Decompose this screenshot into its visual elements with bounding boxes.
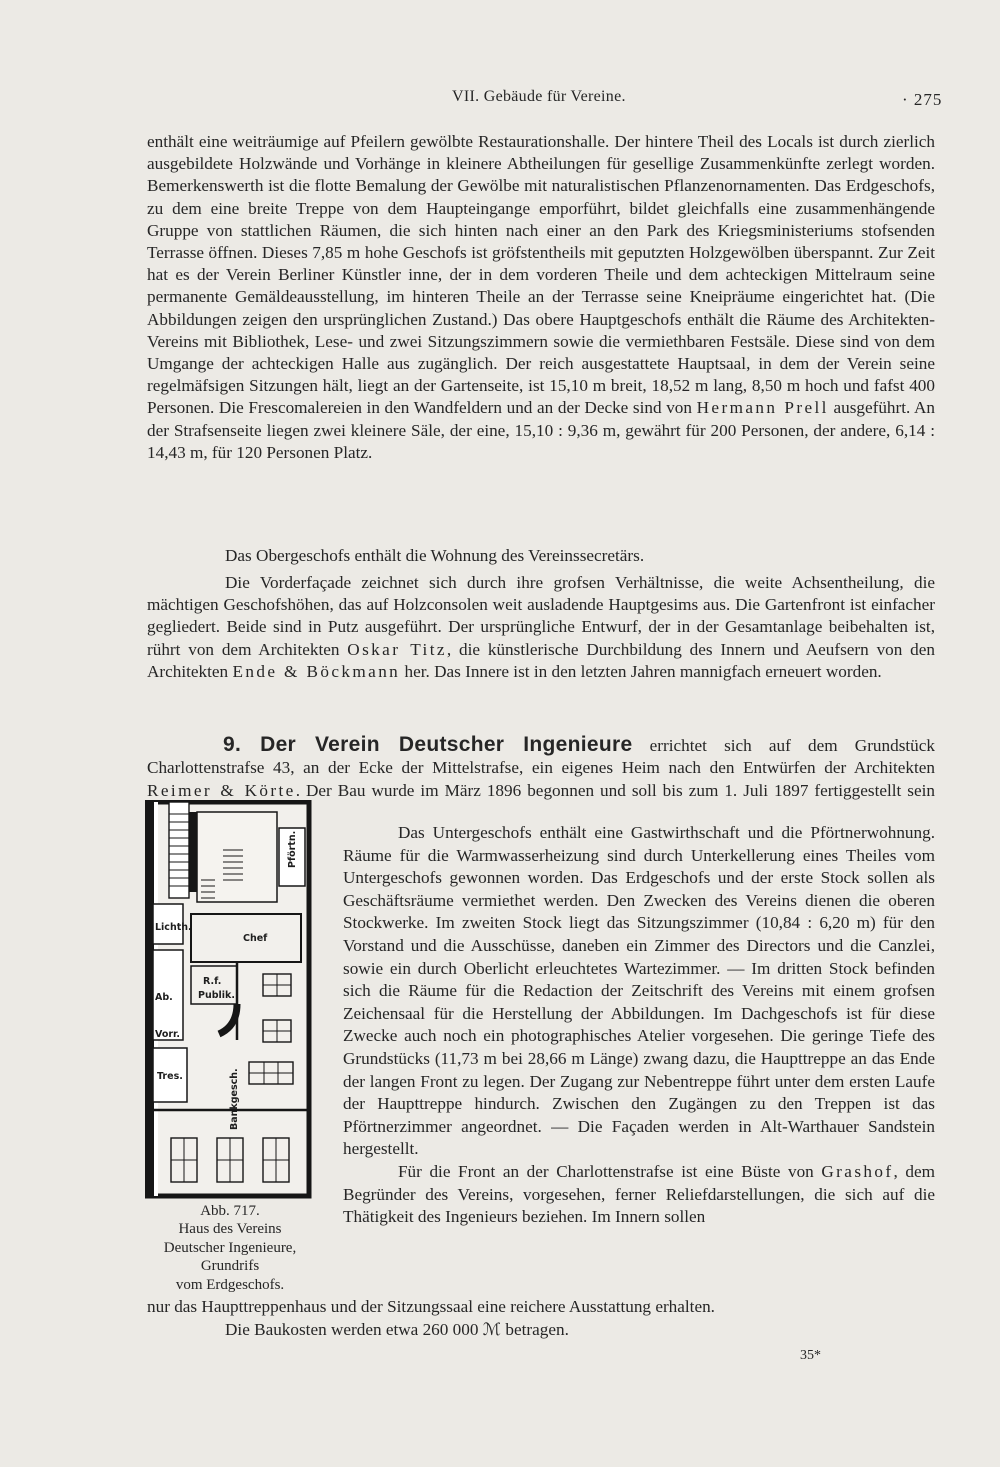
closing-line: nur das Haupttreppenhaus und der Sitzungssaal eine reichere Ausstattung erhalten. — [147, 1297, 715, 1316]
name-grashof: Grashof — [821, 1161, 894, 1181]
name-prell: Hermann Prell — [696, 398, 829, 418]
caption-line: Deutscher Ingenieure, — [163, 1239, 297, 1256]
section-closing — [147, 1296, 935, 1341]
paragraph-text: enthält eine weiträumige auf Pfeilern gewölbte Restaurationshalle. Der hintere Theil des Locals ist durch zierlich ausgebildete Holzwände und Vorhänge in kleinere Abtheilungen für gesellige Zusammenkünfte zerlegt worden. Bemerkenswerth ist die flotte Bemalung der Gewölbe mit naturalistischen Pflanzenornamenten. Das Erdgeschofs, zu dem eine breite Treppe von dem Haupteingange emporführt, bildet gleichfalls eine zusammenhängende Gruppe von stattlichen Räumen, die sich hinten nach einer an den Park des Kriegsministeriums stofsenden Terrasse öffnen. Dieses 7,85 m hohe Geschofs ist gröfstentheils mit geputzten Holzgewölben überspannt. Zur Zeit hat es der Verein Berliner Künstler inne, der in dem vorderen Theile und dem achteckigen Mittelraum seine permanente Gemäldeausstellung, im hinteren Theile an der Terrasse seine Kneipräume eingerichtet hat. (Die Abbildungen zeigen den ursprünglichen Zustand.) Das obere Hauptgeschofs enthält die Räume des Architekten-Vereins mit Bibliothek, Lese- und zwei Sitzungszimmern sowie die vermiethbaren Festsäle. Diese sind von dem Umgange der achteckigen Halle aus zugänglich. Der reich ausgestattete Hauptsaal, in dem der Verein seine regelmäfsigen Sitzungen hält, liegt an der Gartenseite, ist 15,10 m breit, 18,52 m lang, 8,50 m hoch und fafst 400 Personen. Die Frescomalereien in den Wandfeldern und an der Decke sind von — [147, 132, 935, 418]
label-publik: Publik. — [198, 990, 235, 1001]
label-tres: Tres. — [157, 1071, 183, 1082]
name-ende-boeckmann: Ende & Böckmann — [232, 661, 401, 681]
figure-number: Abb. 717. — [200, 1203, 260, 1219]
figure-caption — [140, 1202, 320, 1294]
name-reimer-koerte: Reimer & Körte — [147, 780, 296, 800]
caption-line: vom Erdgeschofs. — [175, 1276, 285, 1293]
label-lichth: Lichth. — [155, 922, 192, 933]
section-body-column — [343, 822, 935, 1229]
label-pfoertn: Pförtn. — [287, 830, 298, 868]
section-intro: errichtet sich auf dem Grundstück Charlottenstrafse 43, an der Ecke der Mittelstrafse, ein eigenes Heim nach den Entwürfen der Architekten — [147, 736, 935, 778]
label-ab: Ab. — [155, 992, 173, 1003]
floor-plan-figure — [145, 800, 313, 1200]
paragraph-text: , dem Begründer des Vereins, vorgesehen, ferner Reliefdarstellungen, die sich auf die Thätigkeit des Ingenieurs beziehen. Im Innern sollen — [343, 1161, 936, 1227]
caption-line: Haus des Vereins — [178, 1221, 282, 1238]
closing-line: Die Baukosten werden etwa 260 000 ℳ betragen. — [225, 1319, 569, 1339]
paragraph-text: her. Das Innere ist in den letzten Jahren mannigfach erneuert worden. — [404, 661, 882, 681]
paragraph-text: , die künstlerische Durchbildung des Innern und Aeufsern von den Architekten — [147, 639, 935, 681]
page-number: · 275 — [902, 90, 943, 109]
paragraph-obergeschoss — [147, 545, 935, 567]
label-bankgesch: Bankgesch. — [229, 1068, 240, 1130]
paragraph-text: Das Untergeschofs enthält eine Gastwirthschaft und die Pförtnerwohnung. Räume für die Warmwasserheizung sind durch Unterkellerung eines Theiles vom Untergeschofs gewonnen worden. Das Erdgeschofs und der erste Stock sollen als Geschäftsräume vermiethet werden. Den Zwecken des Vereins dienen die oberen Stockwerke. Im zweiten Stock liegt das Sitzungszimmer (10,84 : 6,20 m) für den Vorstand und die Ausschüsse, daneben ein Zimmer des Directors und die Canzlei, sowie ein durch Oberlicht erleuchtetes Wartezimmer. — Im dritten Stock befinden sich die Räume für die Redaction der Zeitschrift des Vereins mit einem grofsen Zeichensaal für die Herstellung der Abbildungen. Im Dachgeschofs ist für diese Zwecke auch noch ein photographisches Atelier vorgesehen. Die geringe Tiefe des Grundstücks (11,73 m bei 28,66 m Länge) zwang dazu, die Haupttreppe an das Ende der langen Front zu legen. Der Zugang zur Nebentreppe führt unter dem ersten Laufe der Haupttreppe hindurch. Zwischen den Zugängen zu den Treppen ist das Pförtnerzimmer angeordnet. — Die Façaden werden in Alt-Warthauer Sandstein hergestellt. — [343, 823, 935, 1159]
section-heading: 9. Der Verein Deutscher Ingenieure — [223, 733, 633, 756]
paragraph-text: Für die Front an der Charlottenstrafse ist eine Büste von — [398, 1161, 814, 1181]
label-chef: Chef — [243, 933, 268, 944]
paragraph-text: Das Obergeschofs enthält die Wohnung des Vereinssecretärs. — [225, 546, 645, 565]
paragraph-text: Die Vorderfaçade zeichnet sich durch ihre grofsen Verhältnisse, die weite Achsentheilung, die mächtigen Geschofshöhen, das auf Holzconsolen weit ausladende Hauptgesims aus. Die Gartenfront ist einfacher gegliedert. Beide sind in Putz ausgeführt. Der ursprüngliche Entwurf, der in der Gesamtanlage beibehalten ist, rührt von dem Architekten — [147, 573, 935, 659]
signature-mark: 35* — [800, 1348, 821, 1363]
label-rf: R.f. — [203, 976, 222, 987]
caption-line: Grundrifs — [200, 1258, 260, 1275]
chapter-title: VII. Gebäude für Vereine. — [452, 88, 626, 105]
name-titz: Oskar Titz — [347, 639, 447, 659]
floor-plan-drawing — [145, 800, 313, 1200]
section-intro-end: . Der Bau wurde im März 1896 begonnen und soll bis zum 1. Juli 1897 fertiggestellt sein — [295, 780, 935, 800]
paragraph-restaurant — [147, 131, 935, 464]
running-header — [0, 88, 1000, 114]
paragraph-text-end: ausgeführt. An der Strafsenseite liegen zwei kleinere Säle, der eine, 15,10 : 9,36 m, gewährt für 200 Personen, der andere, 6,14 : 14,43 m, für 120 Personen Platz. — [147, 398, 935, 462]
paragraph-facade — [147, 572, 935, 683]
label-vorr: Vorr. — [155, 1029, 180, 1040]
